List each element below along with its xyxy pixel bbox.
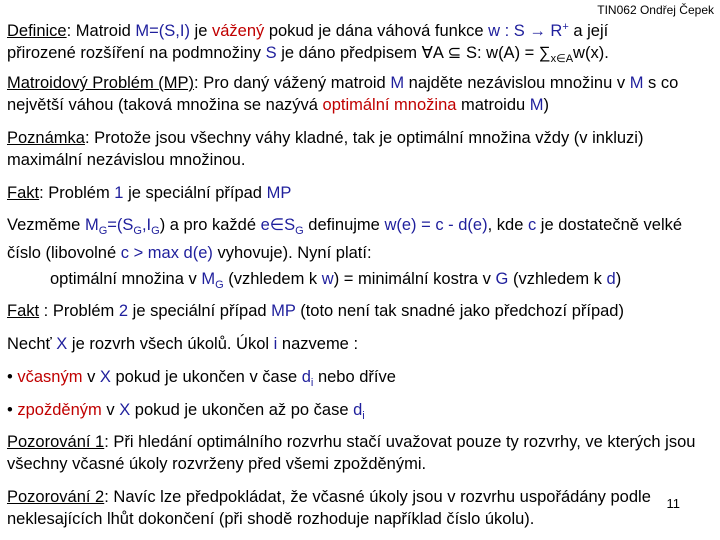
symbol: i bbox=[273, 335, 278, 353]
construction-paragraph bbox=[7, 214, 707, 264]
text: je speciální případ bbox=[123, 184, 267, 202]
matroid-symbol: M=(S,I) bbox=[135, 22, 190, 40]
subscript: i bbox=[310, 377, 314, 389]
fact1-paragraph bbox=[7, 182, 707, 204]
text: je bbox=[189, 22, 212, 40]
symbol: M bbox=[84, 216, 99, 234]
symbol: =(S bbox=[107, 216, 134, 234]
term: zpožděným bbox=[17, 401, 102, 419]
text: , kde bbox=[487, 216, 528, 234]
mp-term: Matroidový Problém (MP) bbox=[7, 74, 195, 92]
text: v bbox=[101, 401, 120, 419]
observation1-paragraph bbox=[7, 431, 707, 475]
mp-paragraph bbox=[7, 72, 707, 116]
weight-map: w : S → R bbox=[488, 22, 563, 40]
formula: w(e) = c - d(e) bbox=[384, 216, 488, 234]
subscript: G bbox=[295, 225, 304, 237]
definition-paragraph bbox=[7, 16, 707, 70]
text: ) bbox=[615, 270, 622, 288]
formula: w(x). bbox=[573, 44, 609, 62]
subscript: x∈A bbox=[550, 53, 574, 65]
symbol: G bbox=[495, 270, 509, 288]
set-symbol: S bbox=[265, 44, 277, 62]
bullet-icon: • bbox=[7, 401, 13, 419]
symbol: c bbox=[527, 216, 537, 234]
text: : Navíc lze předpokládat, že včasné úkoly jsou v rozvrhu uspořádány podle neklesajících lhůt dokončení (při shodě rozhoduje například číslo úkolu). bbox=[7, 488, 651, 528]
subscript: G bbox=[151, 225, 160, 237]
vazeny-term: vážený bbox=[211, 22, 265, 40]
symbol: X bbox=[56, 335, 68, 353]
formula: w(A) = ∑ bbox=[481, 44, 551, 62]
page-number: 11 bbox=[666, 496, 680, 511]
text: optimální množina v bbox=[50, 270, 202, 288]
text: nazveme : bbox=[277, 335, 359, 353]
text: (toto není tak snadné jako předchozí případ) bbox=[295, 302, 624, 320]
symbol: 2 bbox=[118, 302, 129, 320]
symbol: M bbox=[201, 270, 216, 288]
let-paragraph bbox=[7, 333, 707, 355]
subscript: G bbox=[133, 225, 142, 237]
text: pokud je dána váhová funkce bbox=[264, 22, 489, 40]
text: ) a pro každé bbox=[159, 216, 261, 234]
definition-term: Definice bbox=[7, 22, 67, 40]
text: (vzhledem k bbox=[508, 270, 607, 288]
text: Nechť bbox=[7, 335, 57, 353]
note-term: Poznámka bbox=[7, 129, 85, 147]
symbol: w bbox=[321, 270, 334, 288]
text: : Při hledání optimálního rozvrhu stačí uvažovat pouze ty rozvrhy, ve kterých jsou všechny včasné úkoly rozvrženy před všemi zpožděnými. bbox=[7, 433, 696, 473]
note-paragraph bbox=[7, 127, 707, 171]
text: s co největší váhou (taková množina se nazývá bbox=[7, 74, 679, 114]
header: TIN062 Ondřej Čepek bbox=[597, 3, 714, 17]
text: pokud je ukončen až po čase bbox=[130, 401, 354, 419]
text: : Matroid bbox=[66, 22, 136, 40]
subscript: G bbox=[98, 225, 108, 237]
symbol: MP bbox=[271, 302, 296, 320]
text: přirozené rozšíření na podmnožiny bbox=[7, 44, 266, 62]
text: : Problém bbox=[39, 302, 119, 320]
symbol: M bbox=[529, 96, 544, 114]
superscript: + bbox=[562, 21, 569, 33]
subscript: G bbox=[215, 279, 224, 291]
symbol: 1 bbox=[114, 184, 124, 202]
optimal-set-term: optimální množina bbox=[322, 96, 457, 114]
equivalence-line bbox=[50, 268, 710, 296]
fact-term: Fakt bbox=[7, 302, 40, 320]
text: ) bbox=[543, 96, 550, 114]
formula: ∀A ⊆ S: bbox=[421, 44, 482, 62]
text: matroidu bbox=[456, 96, 530, 114]
text: je dostatečně velké číslo (libovolné bbox=[7, 216, 683, 262]
symbol: MP bbox=[266, 184, 292, 202]
observation2-paragraph bbox=[7, 486, 662, 530]
symbol: X bbox=[99, 368, 111, 386]
text: vyhovuje). Nyní platí: bbox=[212, 244, 372, 262]
symbol: ,I bbox=[141, 216, 152, 234]
fact2-paragraph bbox=[7, 300, 707, 322]
text: Vezměme bbox=[7, 216, 85, 234]
symbol: d bbox=[606, 270, 616, 288]
symbol: M bbox=[629, 74, 644, 92]
text: nebo dříve bbox=[313, 368, 396, 386]
text: : Protože jsou všechny váhy kladné, tak je optimální množina vždy (v inkluzi) maximální nezávislou množinou. bbox=[7, 129, 644, 169]
bullet-icon: • bbox=[7, 368, 13, 386]
formula: c > max d(e) bbox=[120, 244, 213, 262]
symbol: d bbox=[353, 401, 363, 419]
text: : Pro daný vážený matroid bbox=[194, 74, 391, 92]
observation-term: Pozorování 2 bbox=[7, 488, 105, 506]
text: je rozvrh všech úkolů. Úkol bbox=[67, 335, 274, 353]
text: a její bbox=[568, 22, 609, 40]
term: včasným bbox=[17, 368, 83, 386]
text: (vzhledem k bbox=[223, 270, 322, 288]
text: : Problém bbox=[39, 184, 115, 202]
text: v bbox=[82, 368, 100, 386]
symbol: d bbox=[301, 368, 311, 386]
bullet-item-early bbox=[7, 366, 707, 394]
text: je speciální případ bbox=[128, 302, 272, 320]
symbol: e∈S bbox=[260, 216, 296, 234]
observation-term: Pozorování 1 bbox=[7, 433, 105, 451]
text: najděte nezávislou množinu v bbox=[404, 74, 630, 92]
text: je dáno předpisem bbox=[276, 44, 422, 62]
symbol: M bbox=[390, 74, 405, 92]
symbol: X bbox=[119, 401, 131, 419]
text: pokud je ukončen v čase bbox=[110, 368, 302, 386]
subscript: i bbox=[362, 410, 365, 422]
text: ) = minimální kostra v bbox=[333, 270, 496, 288]
fact-term: Fakt bbox=[7, 184, 40, 202]
bullet-item-late bbox=[7, 399, 707, 427]
text: definujme bbox=[303, 216, 385, 234]
